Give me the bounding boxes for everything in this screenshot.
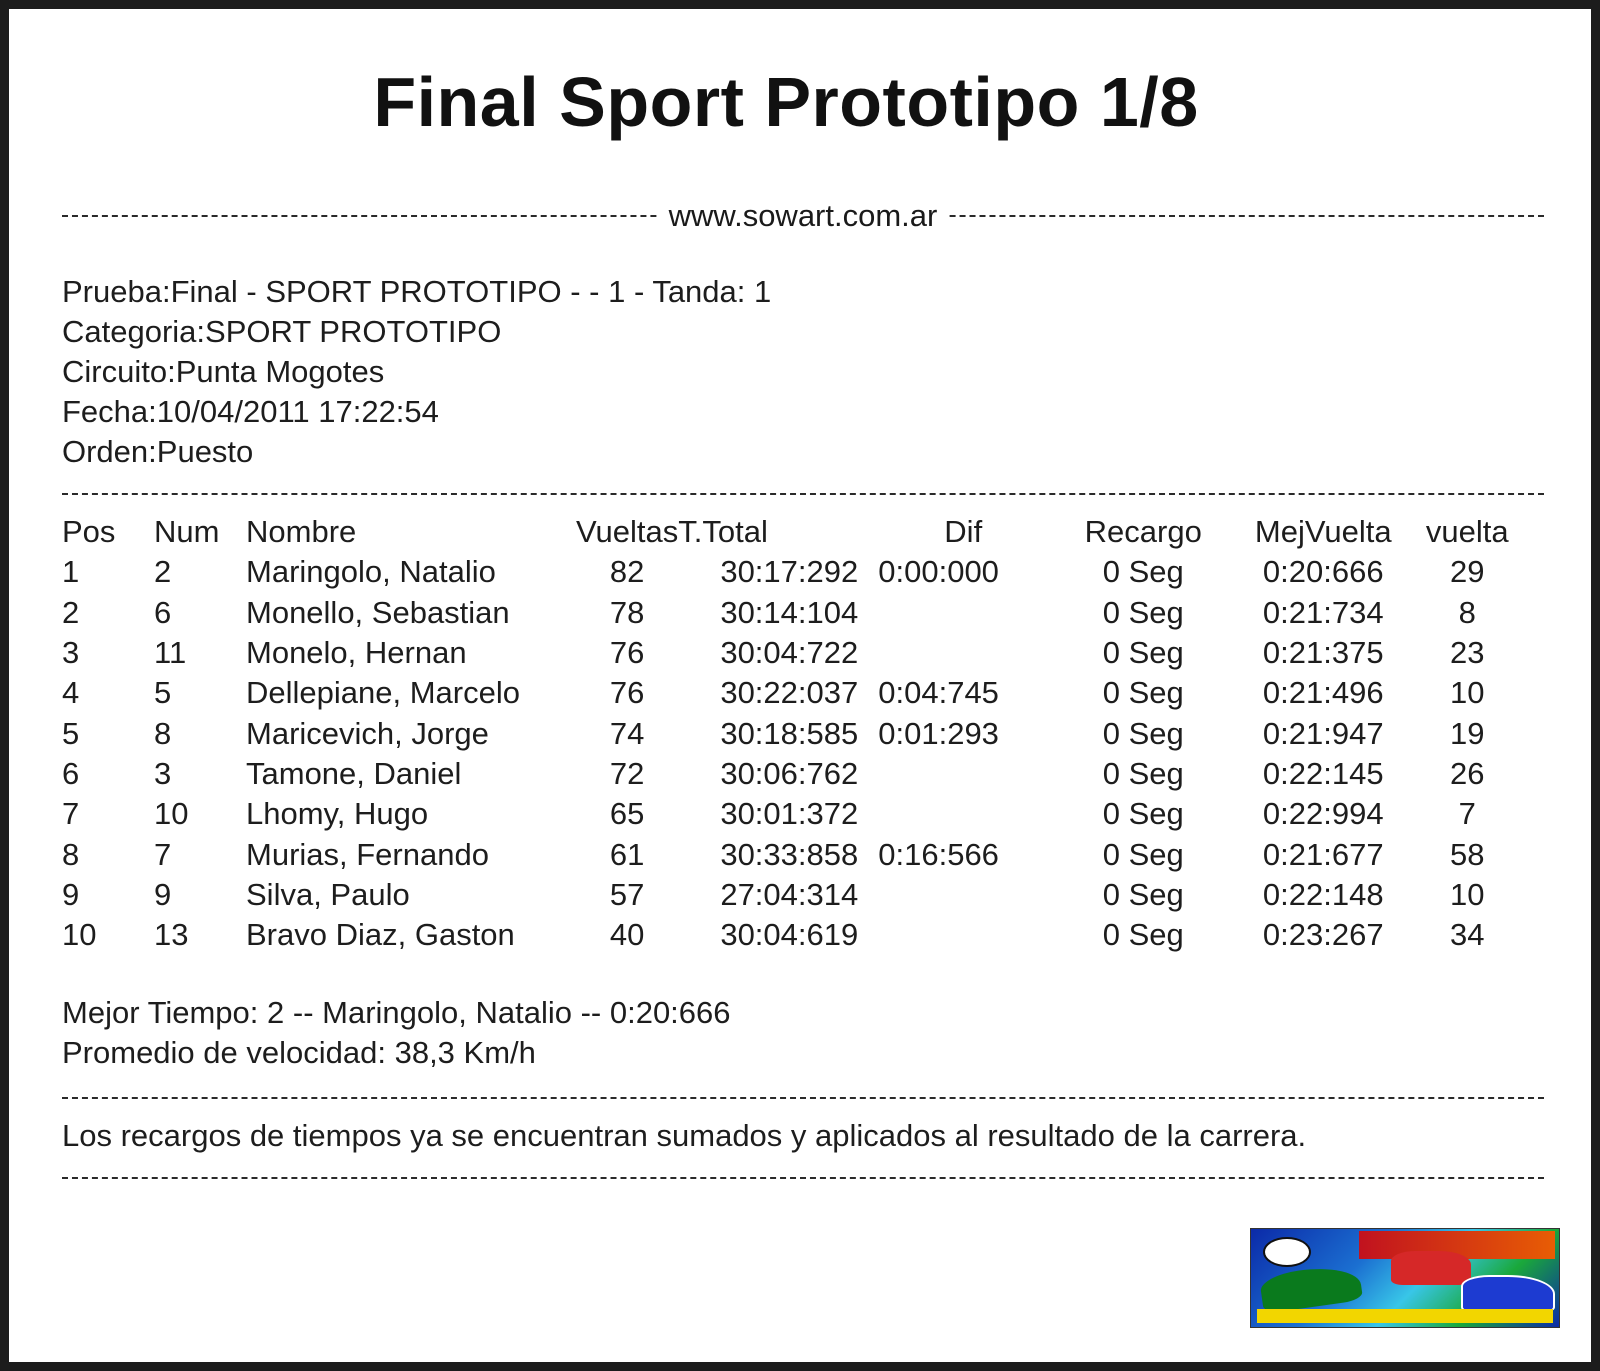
cell-nombre: Dellepiane, Marcelo bbox=[246, 675, 520, 711]
cell-dif bbox=[878, 875, 1048, 915]
cell-pos: 5 bbox=[62, 715, 80, 751]
cell-pos: 6 bbox=[62, 755, 80, 791]
table-row bbox=[62, 633, 1526, 673]
cell-mejvuelta: 0:22:148 bbox=[1262, 876, 1384, 912]
cell-total: 30:17:292 bbox=[720, 554, 859, 590]
header-pos: Pos bbox=[62, 514, 116, 550]
cell-pos: 3 bbox=[62, 635, 80, 671]
table-row bbox=[62, 875, 1526, 915]
website-link[interactable]: www.sowart.com.ar bbox=[659, 198, 948, 233]
cell-vuelta: 34 bbox=[1450, 917, 1485, 953]
cell-num: 10 bbox=[154, 796, 189, 832]
cell-total: 27:04:314 bbox=[720, 876, 859, 912]
cell-total: 30:04:722 bbox=[720, 635, 859, 671]
page-title: Final Sport Prototipo 1/8 bbox=[373, 63, 1199, 141]
cell-vuelta: 58 bbox=[1450, 836, 1485, 872]
cell-nombre: Monelo, Hernan bbox=[246, 635, 467, 671]
cell-mejvuelta: 0:23:267 bbox=[1262, 917, 1384, 953]
cell-pos: 9 bbox=[62, 876, 80, 912]
promedio-line: Promedio de velocidad: 38,3 Km/h bbox=[62, 1035, 536, 1070]
header-num: Num bbox=[154, 514, 220, 550]
results-body bbox=[62, 552, 1526, 955]
cell-dif: 0:00:000 bbox=[878, 554, 999, 590]
cell-vuelta: 10 bbox=[1450, 675, 1485, 711]
cell-vuelta: 7 bbox=[1458, 796, 1476, 832]
cell-nombre: Silva, Paulo bbox=[246, 876, 410, 912]
cell-num: 11 bbox=[154, 635, 187, 671]
cell-vuelta: 26 bbox=[1450, 755, 1485, 791]
cell-pos: 10 bbox=[62, 917, 97, 953]
cell-total: 30:04:619 bbox=[720, 917, 859, 953]
cell-nombre: Lhomy, Hugo bbox=[246, 796, 429, 832]
header-dif: Dif bbox=[944, 514, 983, 550]
cell-vuelta: 23 bbox=[1450, 635, 1485, 671]
header-mejvuelta: MejVuelta bbox=[1254, 514, 1392, 550]
cell-pos: 1 bbox=[62, 554, 80, 590]
cell-recargo: 0 Seg bbox=[1102, 836, 1184, 872]
cell-pos: 8 bbox=[62, 836, 80, 872]
dashed-rule bbox=[62, 1097, 1544, 1099]
cell-nombre: Tamone, Daniel bbox=[246, 755, 462, 791]
cell-nombre: Maringolo, Natalio bbox=[246, 554, 496, 590]
cell-num: 3 bbox=[154, 755, 172, 791]
cell-num: 13 bbox=[154, 917, 189, 953]
cell-recargo: 0 Seg bbox=[1102, 876, 1184, 912]
table-row bbox=[62, 593, 1526, 633]
car-icon bbox=[1259, 1262, 1363, 1314]
cell-vueltas: 76 bbox=[609, 675, 645, 711]
cell-num: 9 bbox=[154, 876, 172, 912]
cell-total: 30:01:372 bbox=[720, 796, 859, 832]
cell-mejvuelta: 0:20:666 bbox=[1262, 554, 1384, 590]
cell-dif bbox=[878, 794, 1048, 834]
cell-vueltas: 61 bbox=[609, 836, 645, 872]
results-table bbox=[62, 512, 1526, 955]
cell-dif: 0:16:566 bbox=[878, 836, 999, 872]
cell-pos: 4 bbox=[62, 675, 80, 711]
cell-recargo: 0 Seg bbox=[1102, 796, 1184, 832]
prueba-line: Prueba:Final - SPORT PROTOTIPO - - 1 - Tanda: 1 bbox=[62, 274, 772, 309]
cell-nombre: Murias, Fernando bbox=[246, 836, 489, 872]
footer-note: Los recargos de tiempos ya se encuentran sumados y aplicados al resultado de la carrera. bbox=[62, 1118, 1307, 1153]
cell-nombre: Bravo Diaz, Gaston bbox=[246, 917, 515, 953]
mejor-tiempo-line: Mejor Tiempo: 2 -- Maringolo, Natalio -- 0:20:666 bbox=[62, 995, 731, 1030]
cell-vueltas: 57 bbox=[609, 876, 645, 912]
cell-dif bbox=[878, 915, 1048, 955]
table-row bbox=[62, 552, 1526, 592]
cell-pos: 7 bbox=[62, 796, 80, 832]
cell-recargo: 0 Seg bbox=[1102, 715, 1184, 751]
table-row bbox=[62, 834, 1526, 874]
cell-vueltas: 78 bbox=[609, 594, 645, 630]
table-row bbox=[62, 915, 1526, 955]
cell-dif bbox=[878, 633, 1048, 673]
table-row bbox=[62, 673, 1526, 713]
dashed-rule bbox=[62, 493, 1544, 495]
cell-dif bbox=[878, 754, 1048, 794]
cell-recargo: 0 Seg bbox=[1102, 917, 1184, 953]
cell-num: 6 bbox=[154, 594, 172, 630]
cell-dif: 0:04:745 bbox=[878, 675, 999, 711]
cell-nombre: Maricevich, Jorge bbox=[246, 715, 489, 751]
categoria-line: Categoria:SPORT PROTOTIPO bbox=[62, 314, 502, 349]
cell-nombre: Monello, Sebastian bbox=[246, 594, 510, 630]
dashed-rule bbox=[62, 1177, 1544, 1179]
cell-recargo: 0 Seg bbox=[1102, 594, 1184, 630]
cell-mejvuelta: 0:21:734 bbox=[1262, 594, 1384, 630]
cell-pos: 2 bbox=[62, 594, 80, 630]
header-vuelta: vuelta bbox=[1425, 514, 1509, 550]
cell-vueltas: 76 bbox=[609, 635, 645, 671]
cell-vuelta: 29 bbox=[1450, 554, 1485, 590]
cell-vueltas: 72 bbox=[609, 755, 645, 791]
cell-recargo: 0 Seg bbox=[1102, 755, 1184, 791]
cell-num: 2 bbox=[154, 554, 172, 590]
cell-total: 30:14:104 bbox=[720, 594, 859, 630]
cell-dif bbox=[878, 593, 1048, 633]
cell-mejvuelta: 0:21:677 bbox=[1262, 836, 1384, 872]
association-logo bbox=[1250, 1228, 1560, 1328]
header-vueltas: Vueltas bbox=[576, 514, 679, 550]
fecha-line: Fecha:10/04/2011 17:22:54 bbox=[62, 394, 439, 429]
cell-vuelta: 19 bbox=[1450, 715, 1485, 751]
header-total: T.Total bbox=[678, 514, 768, 550]
cell-recargo: 0 Seg bbox=[1102, 554, 1184, 590]
cell-vueltas: 65 bbox=[609, 796, 645, 832]
cell-total: 30:33:858 bbox=[720, 836, 859, 872]
cell-mejvuelta: 0:21:496 bbox=[1262, 675, 1384, 711]
car-icon bbox=[1461, 1275, 1555, 1313]
table-header-row bbox=[62, 512, 1526, 552]
logo-emblem bbox=[1263, 1237, 1311, 1267]
cell-total: 30:06:762 bbox=[720, 755, 859, 791]
cell-vuelta: 10 bbox=[1450, 876, 1485, 912]
cell-mejvuelta: 0:22:994 bbox=[1262, 796, 1384, 832]
cell-mejvuelta: 0:22:145 bbox=[1262, 755, 1384, 791]
header-nombre: Nombre bbox=[246, 514, 357, 550]
cell-mejvuelta: 0:21:375 bbox=[1262, 635, 1384, 671]
circuito-line: Circuito:Punta Mogotes bbox=[62, 354, 385, 389]
cell-num: 7 bbox=[154, 836, 172, 872]
car-icon bbox=[1391, 1251, 1471, 1285]
logo-blog-strip bbox=[1257, 1309, 1553, 1323]
cell-dif: 0:01:293 bbox=[878, 715, 999, 751]
table-row bbox=[62, 794, 1526, 834]
cell-total: 30:18:585 bbox=[720, 715, 859, 751]
cell-vuelta: 8 bbox=[1458, 594, 1476, 630]
cell-vueltas: 82 bbox=[609, 554, 645, 590]
table-row bbox=[62, 713, 1526, 753]
header-recargo: Recargo bbox=[1084, 514, 1202, 550]
website-divider bbox=[62, 196, 1544, 236]
cell-mejvuelta: 0:21:947 bbox=[1262, 715, 1384, 751]
cell-vueltas: 74 bbox=[609, 715, 645, 751]
table-row bbox=[62, 754, 1526, 794]
orden-line: Orden:Puesto bbox=[62, 434, 254, 469]
cell-num: 5 bbox=[154, 675, 172, 711]
cell-total: 30:22:037 bbox=[720, 675, 859, 711]
cell-num: 8 bbox=[154, 715, 172, 751]
cell-recargo: 0 Seg bbox=[1102, 635, 1184, 671]
cell-recargo: 0 Seg bbox=[1102, 675, 1184, 711]
cell-vueltas: 40 bbox=[609, 917, 645, 953]
